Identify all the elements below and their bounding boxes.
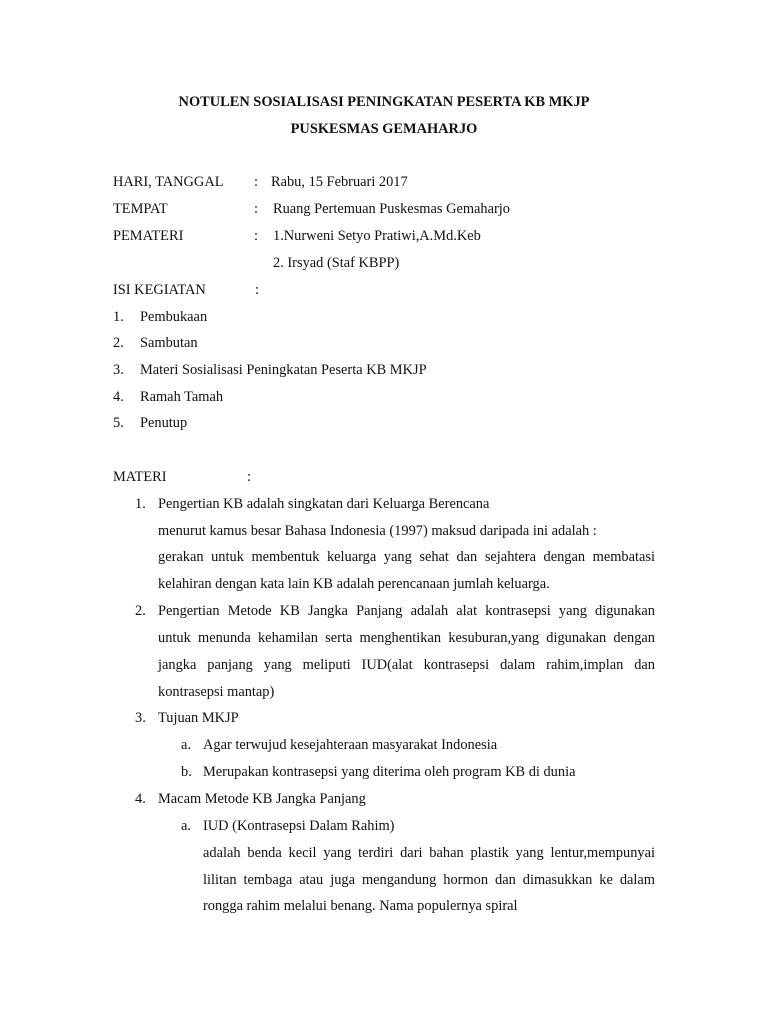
- hari-value: Rabu, 15 Februari 2017: [271, 174, 408, 190]
- paragraph-line: gerakan untuk membentuk keluarga yang sehat dan sejahtera dengan membatasi: [158, 549, 655, 565]
- sub-item-letter: a.: [181, 818, 191, 834]
- paragraph-line: adalah benda kecil yang terdiri dari bahan plastik yang lentur,mempunyai: [203, 845, 655, 861]
- materi-label: MATERI: [113, 469, 167, 485]
- list-item-title: Tujuan MKJP: [158, 710, 239, 726]
- list-item-number: 1.: [113, 309, 124, 325]
- list-item-text: Penutup: [140, 415, 188, 431]
- paragraph-line: lilitan tembaga atau juga mengandung hormon dan dimasukkan ke dalam: [203, 872, 655, 888]
- materi-colon: :: [247, 469, 251, 485]
- list-item-text: Materi Sosialisasi Peningkatan Peserta KB MKJP: [140, 362, 427, 378]
- pemateri-value-2: 2. Irsyad (Staf KBPP): [273, 255, 400, 271]
- sub-item-text: Merupakan kontrasepsi yang diterima oleh program KB di dunia: [203, 764, 576, 780]
- tempat-label: TEMPAT: [113, 201, 168, 217]
- paragraph-line: untuk menunda kehamilan serta menghentikan kesuburan,yang digunakan dengan: [158, 630, 655, 646]
- tempat-value: Ruang Pertemuan Puskesmas Gemaharjo: [273, 201, 510, 217]
- list-item-number: 4.: [113, 389, 124, 405]
- sub-item-letter: b.: [181, 764, 192, 780]
- paragraph-line: jangka panjang yang meliputi IUD(alat kontrasepsi dalam rahim,implan dan: [158, 657, 655, 673]
- sub-item-text: IUD (Kontrasepsi Dalam Rahim): [203, 818, 395, 834]
- list-item-number: 5.: [113, 415, 124, 431]
- list-item-text: Pembukaan: [140, 309, 208, 325]
- document-title: NOTULEN SOSIALISASI PENINGKATAN PESERTA KB MKJP: [178, 94, 590, 110]
- list-item-text: Ramah Tamah: [140, 389, 224, 405]
- tempat-colon: :: [254, 201, 258, 217]
- kegiatan-label: ISI KEGIATAN: [113, 282, 206, 298]
- hari-colon: :: [254, 174, 258, 190]
- list-item-number: 2.: [113, 335, 124, 351]
- list-item-number: 4.: [135, 791, 146, 807]
- list-item-number: 1.: [135, 496, 146, 512]
- document-subtitle: PUSKESMAS GEMAHARJO: [290, 121, 478, 137]
- sub-item-letter: a.: [181, 737, 191, 753]
- list-item-number: 3.: [135, 710, 146, 726]
- pemateri-colon: :: [254, 228, 258, 244]
- paragraph-line: kontrasepsi mantap): [158, 684, 275, 700]
- pemateri-label: PEMATERI: [113, 228, 184, 244]
- list-item-number: 3.: [113, 362, 124, 378]
- paragraph-line: kelahiran dengan kata lain KB adalah perencanaan jumlah keluarga.: [158, 576, 550, 592]
- list-item-title: Macam Metode KB Jangka Panjang: [158, 791, 366, 807]
- sub-item-text: Agar terwujud kesejahteraan masyarakat Indonesia: [203, 737, 498, 753]
- paragraph-line: menurut kamus besar Bahasa Indonesia (1997) maksud daripada ini adalah :: [158, 523, 597, 539]
- paragraph-line: rongga rahim melalui benang. Nama populernya spiral: [203, 898, 518, 914]
- list-item-text: Sambutan: [140, 335, 198, 351]
- paragraph-line: Pengertian Metode KB Jangka Panjang adalah alat kontrasepsi yang digunakan: [158, 603, 655, 619]
- pemateri-value-1: 1.Nurweni Setyo Pratiwi,A.Md.Keb: [273, 228, 481, 244]
- kegiatan-colon: :: [255, 282, 259, 298]
- hari-label: HARI, TANGGAL: [113, 174, 224, 190]
- paragraph-line: Pengertian KB adalah singkatan dari Keluarga Berencana: [158, 496, 490, 512]
- list-item-number: 2.: [135, 603, 146, 619]
